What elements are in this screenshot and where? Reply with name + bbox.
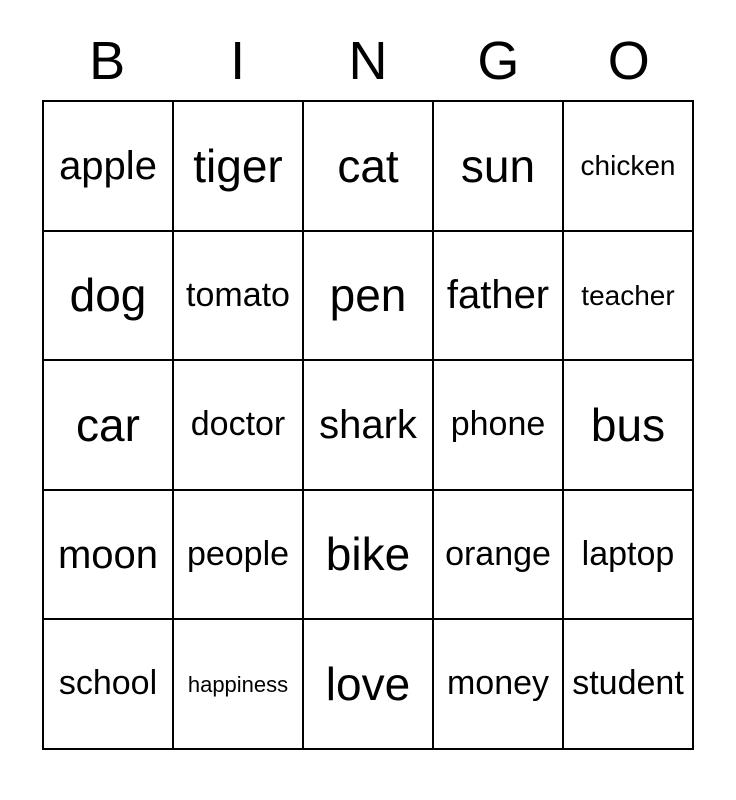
bingo-cell[interactable] (434, 620, 564, 750)
bingo-cell-label: money (446, 664, 550, 703)
bingo-cell-label: love (325, 658, 411, 711)
bingo-letter-n: N (348, 31, 388, 91)
bingo-cell[interactable] (44, 620, 174, 750)
bingo-cell-label: apple (59, 143, 157, 188)
bingo-cell-label: pen (329, 269, 407, 322)
bingo-cell-label: orange (445, 534, 551, 573)
bingo-cell-label: moon (57, 532, 159, 577)
bingo-cell[interactable] (174, 620, 304, 750)
bingo-cell-label: bus (590, 398, 666, 451)
bingo-cell-label: shark (319, 402, 417, 447)
bingo-cell-label: people (186, 534, 290, 573)
bingo-cell[interactable] (174, 102, 304, 232)
bingo-header (42, 30, 694, 92)
bingo-cell[interactable] (174, 491, 304, 621)
bingo-cell[interactable] (44, 361, 174, 491)
bingo-cell-label: sun (460, 139, 536, 192)
bingo-cell[interactable] (434, 361, 564, 491)
bingo-cell-label: tomato (186, 275, 290, 314)
bingo-cell[interactable] (44, 232, 174, 362)
bingo-cell[interactable] (44, 491, 174, 621)
bingo-cell[interactable] (564, 102, 694, 232)
bingo-cell[interactable] (434, 232, 564, 362)
bingo-cell[interactable] (564, 620, 694, 750)
bingo-cell-label: bike (325, 528, 411, 581)
bingo-cell[interactable] (434, 102, 564, 232)
bingo-cell-label: laptop (581, 534, 675, 573)
bingo-cell[interactable] (304, 232, 434, 362)
bingo-cell-label: father (446, 273, 550, 318)
bingo-cell[interactable] (564, 232, 694, 362)
bingo-cell-label: happiness (187, 671, 289, 697)
bingo-letter-b: B (89, 31, 126, 91)
bingo-cell-label: tiger (193, 139, 283, 192)
bingo-cell-label: school (58, 664, 158, 703)
bingo-cell[interactable] (304, 361, 434, 491)
bingo-cell-label: cat (337, 139, 399, 192)
bingo-cell-label: dog (69, 269, 147, 322)
bingo-cell-label: phone (450, 405, 546, 444)
bingo-cell[interactable] (44, 102, 174, 232)
bingo-cell-label: car (76, 398, 140, 451)
bingo-cell[interactable] (304, 620, 434, 750)
bingo-cell[interactable] (564, 491, 694, 621)
bingo-letter-o: O (607, 31, 650, 91)
bingo-cell-label: teacher (581, 279, 675, 311)
bingo-cell[interactable] (174, 361, 304, 491)
bingo-cell[interactable] (304, 491, 434, 621)
bingo-grid (42, 100, 694, 750)
bingo-cell[interactable] (564, 361, 694, 491)
bingo-letter-i: I (230, 31, 246, 91)
bingo-cell-label: student (572, 664, 684, 703)
bingo-cell-label: chicken (580, 150, 676, 182)
bingo-cell[interactable] (304, 102, 434, 232)
bingo-cell[interactable] (434, 491, 564, 621)
bingo-cell-label: doctor (190, 405, 286, 444)
bingo-cell[interactable] (174, 232, 304, 362)
bingo-letter-g: G (477, 31, 520, 91)
